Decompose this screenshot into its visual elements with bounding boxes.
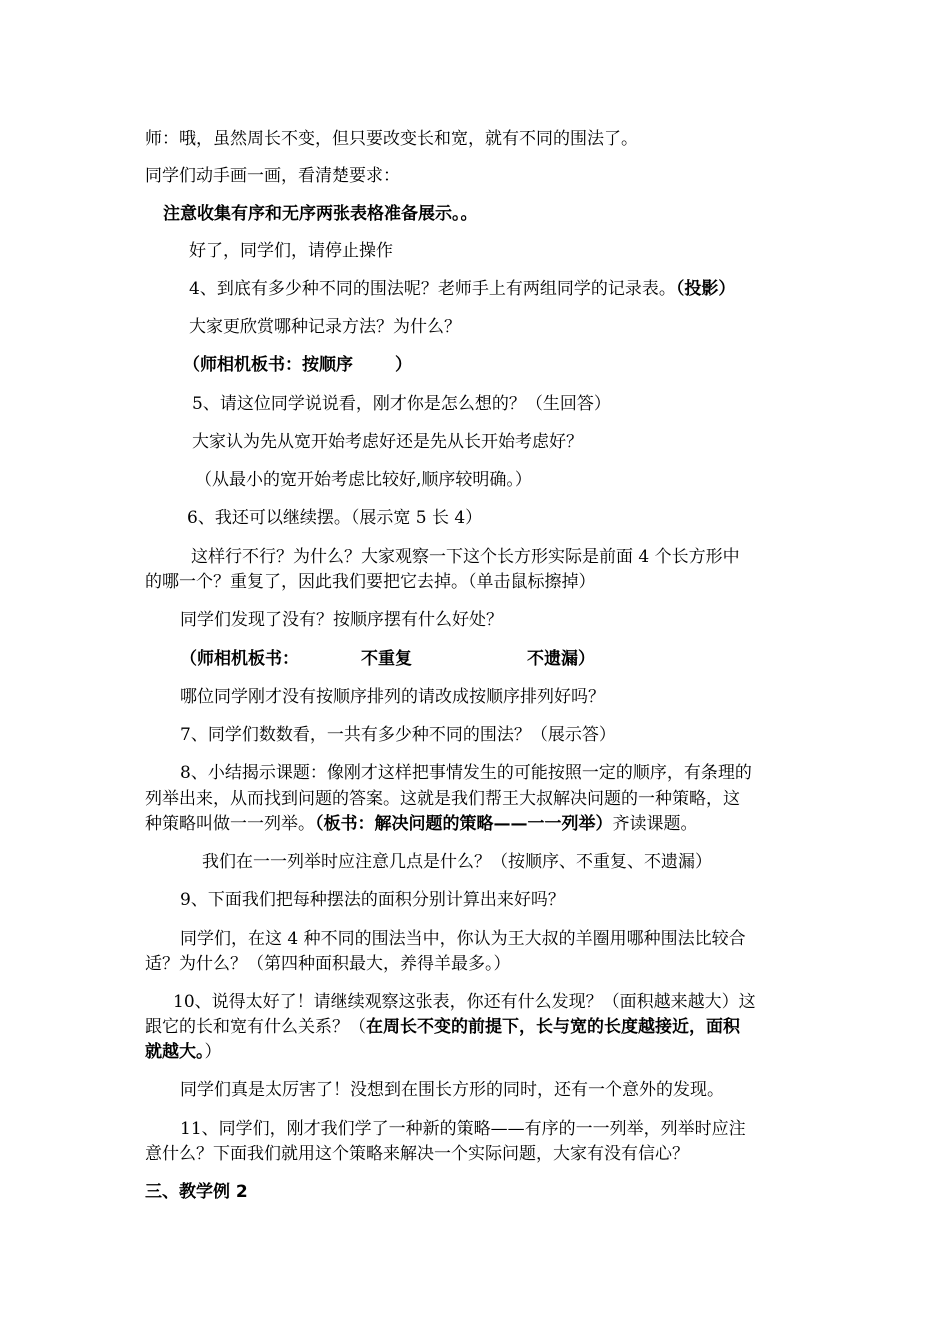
board-note: （板书：解决问题的策略——一一列举） xyxy=(315,814,613,834)
board-note: （师相机板书：按顺序 xyxy=(183,355,353,375)
board-note-close: ） xyxy=(395,355,412,375)
paragraph-line: 我们在一一列举时应注意几点是什么？（按顺序、不重复、不遗漏） xyxy=(202,852,712,872)
paragraph-line-bold: 注意收集有序和无序两张表格准备展示。。 xyxy=(163,204,478,224)
board-item: 不重复 xyxy=(361,649,412,669)
paragraph-line: 大家认为先从宽开始考虑好还是先从长开始考虑好？ xyxy=(192,432,583,452)
paragraph-text: 种策略叫做一一列举。 xyxy=(145,814,315,834)
paragraph-line xyxy=(145,1041,222,1063)
paragraph-line: 同学们真是太厉害了！没想到在围长方形的同时，还有一个意外的发现。 xyxy=(180,1080,724,1100)
paragraph-line: 同学们动手画一画，看清楚要求： xyxy=(145,166,400,186)
paragraph-line: 6、我还可以继续摆。（展示宽 5 长 4） xyxy=(187,508,483,528)
paragraph-line: 师：哦，虽然周长不变，但只要改变长和宽，就有不同的围法了。 xyxy=(145,129,638,149)
paragraph-line: 同学们，在这 4 种不同的围法当中，你认为王大叔的羊圈用哪种围法比较合 xyxy=(180,929,746,949)
board-note: （师相机板书： xyxy=(180,649,299,669)
paragraph-line xyxy=(183,354,412,376)
paragraph-line-bold xyxy=(180,648,595,670)
paragraph-line: 哪位同学刚才没有按顺序排列的请改成按顺序排列好吗？ xyxy=(180,687,605,707)
paragraph-line: 5、请这位同学说说看，刚才你是怎么想的？（生回答） xyxy=(192,394,611,414)
paragraph-line: 9、下面我们把每种摆法的面积分别计算出来好吗？ xyxy=(180,890,565,910)
paragraph-line: 好了，同学们，请停止操作 xyxy=(189,241,393,261)
paragraph-text: 跟它的长和宽有什么关系？（ xyxy=(145,1017,366,1037)
paragraph-line: 7、同学们数数看，一共有多少种不同的围法？（展示答） xyxy=(180,725,616,745)
paragraph-line: 同学们发现了没有？按顺序摆有什么好处？ xyxy=(180,610,503,630)
paragraph-line: （从最小的宽开始考虑比较好,顺序较明确。） xyxy=(195,470,532,490)
paragraph-line: 的哪一个？重复了，因此我们要把它去掉。（单击鼠标擦掉） xyxy=(145,572,596,592)
paragraph-line: 这样行不行？为什么？大家观察一下这个长方形实际是前面 4 个长方形中 xyxy=(191,547,740,567)
paragraph-text: ） xyxy=(204,1042,222,1062)
bold-note: （投影） xyxy=(675,279,736,299)
paragraph-line xyxy=(145,1016,740,1038)
paragraph-line: 适？为什么？（第四种面积最大，养得羊最多。） xyxy=(145,954,511,974)
paragraph-line xyxy=(145,813,698,835)
bold-conclusion: 在周长不变的前提下，长与宽的长度越接近，面积 xyxy=(366,1017,740,1037)
paragraph-line xyxy=(189,278,735,300)
paragraph-line: 意什么？下面我们就用这个策略来解决一个实际问题，大家有没有信心？ xyxy=(145,1144,689,1164)
paragraph-line: 列举出来，从而找到问题的答案。这就是我们帮王大叔解决问题的一种策略，这 xyxy=(145,789,740,809)
bold-conclusion: 就越大。 xyxy=(145,1042,205,1062)
paragraph-text: 4、到底有多少种不同的围法呢？老师手上有两组同学的记录表。 xyxy=(189,279,676,299)
paragraph-line: 大家更欣赏哪种记录方法？为什么？ xyxy=(189,317,461,337)
section-heading: 三、教学例 2 xyxy=(145,1182,248,1202)
paragraph-line: 11、同学们，刚才我们学了一种新的策略——有序的一一列举，列举时应注 xyxy=(180,1119,746,1139)
paragraph-line: 10、说得太好了！请继续观察这张表，你还有什么发现？（面积越来越大）这 xyxy=(173,992,756,1012)
board-item: 不遗漏） xyxy=(527,649,595,669)
paragraph-text: 齐读课题。 xyxy=(612,814,698,834)
paragraph-line: 8、小结揭示课题：像刚才这样把事情发生的可能按照一定的顺序，有条理的 xyxy=(180,763,752,783)
